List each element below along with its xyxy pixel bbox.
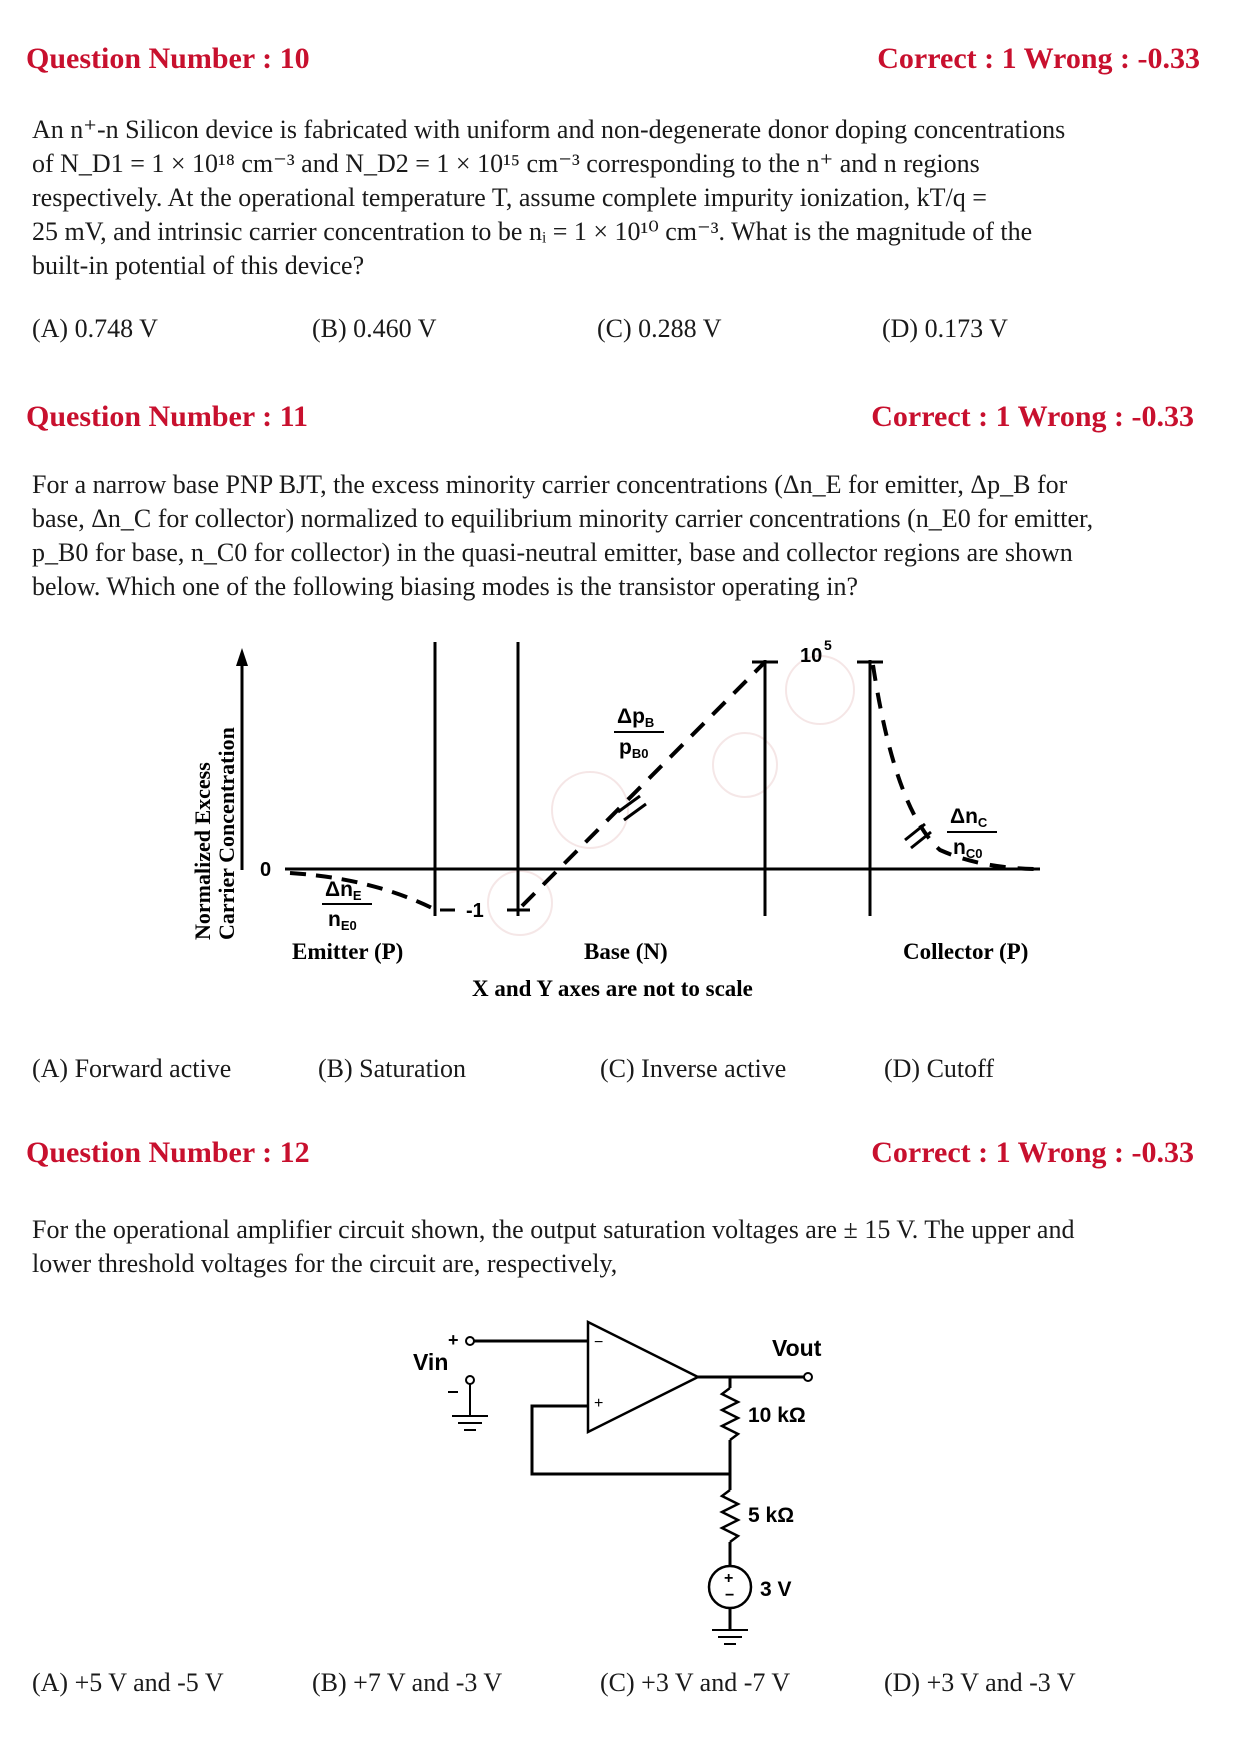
resistor-5k-label: 5 kΩ	[748, 1504, 795, 1527]
q10-title: Question Number : 10	[26, 42, 310, 75]
feedback-wire	[532, 1406, 730, 1474]
svg-text:ΔnE: ΔnE	[325, 878, 362, 903]
minus-one-label: -1	[466, 900, 484, 922]
q10-line: built-in potential of this device?	[32, 251, 365, 280]
zero-label: 0	[260, 859, 272, 881]
peak-label: 10	[800, 645, 823, 667]
q11-line: p_B0 for base, n_C0 for collector) in the quasi-neutral emitter, base and collector regions are shown	[32, 538, 1073, 567]
emitter-fraction	[322, 878, 372, 933]
q10-option-a[interactable]: (A) 0.748 V	[32, 314, 158, 343]
q10-option-b[interactable]: (B) 0.460 V	[312, 314, 437, 343]
resistor-10k-label: 10 kΩ	[748, 1404, 806, 1427]
q10-header	[26, 42, 1200, 82]
q10-marks: Correct : 1 Wrong : -0.33	[877, 42, 1200, 75]
voltage-source-minus: −	[725, 1587, 735, 1604]
resistor-10k	[722, 1388, 738, 1440]
bjt-carrier-diagram	[0, 610, 1240, 1020]
base-region-label: Base (N)	[584, 939, 668, 964]
q12-header	[26, 1136, 1200, 1176]
vin-plus: +	[448, 1330, 459, 1350]
q10-line: of N_D1 = 1 × 10¹⁸ cm⁻³ and N_D2 = 1 × 10¹⁵ cm⁻³ corresponding to the n⁺ and n regions	[32, 149, 980, 178]
q11-line: base, Δn_C for collector) normalized to equilibrium minority carrier concentrations (n_E0 for emitter,	[32, 504, 1094, 533]
voltage-source-label: 3 V	[760, 1578, 792, 1601]
q12-question-text	[32, 1213, 1200, 1281]
opamp-minus-input: −	[594, 1334, 604, 1351]
scale-note: X and Y axes are not to scale	[472, 976, 753, 1001]
q11-line: For a narrow base PNP BJT, the excess minority carrier concentrations (Δn_E for emitter, Δp_B for	[32, 470, 1068, 499]
ground-icon	[452, 1416, 488, 1430]
opamp-plus-input: +	[594, 1395, 604, 1412]
svg-text:nC0: nC0	[953, 836, 983, 861]
q10-line: respectively. At the operational temperature T, assume complete impurity ionization, kT/q =	[32, 183, 987, 212]
q12-options	[32, 1668, 1200, 1704]
collector-region-label: Collector (P)	[903, 939, 1029, 964]
collector-fraction	[947, 805, 997, 861]
y-axis-label-2: Carrier Concentration	[214, 727, 239, 940]
q12-option-b[interactable]: (B) +7 V and -3 V	[312, 1668, 503, 1697]
q11-marks: Correct : 1 Wrong : -0.33	[871, 400, 1194, 433]
opamp-triangle	[588, 1322, 698, 1432]
y-axis-arrowhead	[236, 648, 248, 666]
q12-option-d[interactable]: (D) +3 V and -3 V	[884, 1668, 1076, 1697]
q11-option-b[interactable]: (B) Saturation	[318, 1054, 467, 1083]
q10-options	[32, 314, 1200, 350]
peak-exponent: 5	[824, 637, 832, 653]
q11-header	[26, 400, 1200, 440]
vin-minus-terminal	[466, 1376, 474, 1384]
q11-options	[32, 1054, 1200, 1090]
svg-text:pB0: pB0	[619, 736, 649, 761]
q11-question-text	[32, 468, 1200, 604]
voltage-source-plus: +	[724, 1570, 734, 1587]
ground-icon	[712, 1630, 748, 1644]
q12-marks: Correct : 1 Wrong : -0.33	[871, 1136, 1194, 1169]
q12-option-c[interactable]: (C) +3 V and -7 V	[600, 1668, 791, 1697]
vin-label: Vin	[413, 1349, 449, 1375]
q10-question-text	[32, 113, 1200, 283]
q12-option-a[interactable]: (A) +5 V and -5 V	[32, 1668, 224, 1697]
q10-option-c[interactable]: (C) 0.288 V	[597, 314, 722, 343]
q11-option-a[interactable]: (A) Forward active	[32, 1054, 232, 1083]
svg-text:ΔpB: ΔpB	[617, 705, 655, 730]
watermark-seal-icon	[488, 656, 854, 935]
vin-plus-terminal	[466, 1337, 474, 1345]
vout-terminal	[804, 1373, 812, 1381]
q12-title: Question Number : 12	[26, 1136, 310, 1169]
q11-option-c[interactable]: (C) Inverse active	[600, 1054, 787, 1083]
y-axis-label-1: Normalized Excess	[190, 762, 215, 940]
opamp-circuit	[0, 1300, 1240, 1650]
q10-option-d[interactable]: (D) 0.173 V	[882, 314, 1008, 343]
q12-line: For the operational amplifier circuit shown, the output saturation voltages are ± 15 V. The upper and	[32, 1215, 1075, 1244]
resistor-5k	[722, 1490, 738, 1542]
q11-line: below. Which one of the following biasing modes is the transistor operating in?	[32, 572, 859, 601]
q12-line: lower threshold voltages for the circuit are, respectively,	[32, 1249, 618, 1278]
q11-option-d[interactable]: (D) Cutoff	[884, 1054, 995, 1083]
base-fraction	[614, 705, 664, 761]
emitter-region-label: Emitter (P)	[292, 939, 404, 964]
q11-title: Question Number : 11	[26, 400, 308, 433]
q10-line: An n⁺-n Silicon device is fabricated with uniform and non-degenerate donor doping concentrations	[32, 115, 1066, 144]
svg-text:ΔnC: ΔnC	[950, 805, 988, 830]
q10-line: 25 mV, and intrinsic carrier concentration to be nᵢ = 1 × 10¹⁰ cm⁻³. What is the magnitude of the	[32, 217, 1033, 246]
svg-text:nE0: nE0	[328, 908, 357, 933]
vout-label: Vout	[772, 1335, 822, 1361]
